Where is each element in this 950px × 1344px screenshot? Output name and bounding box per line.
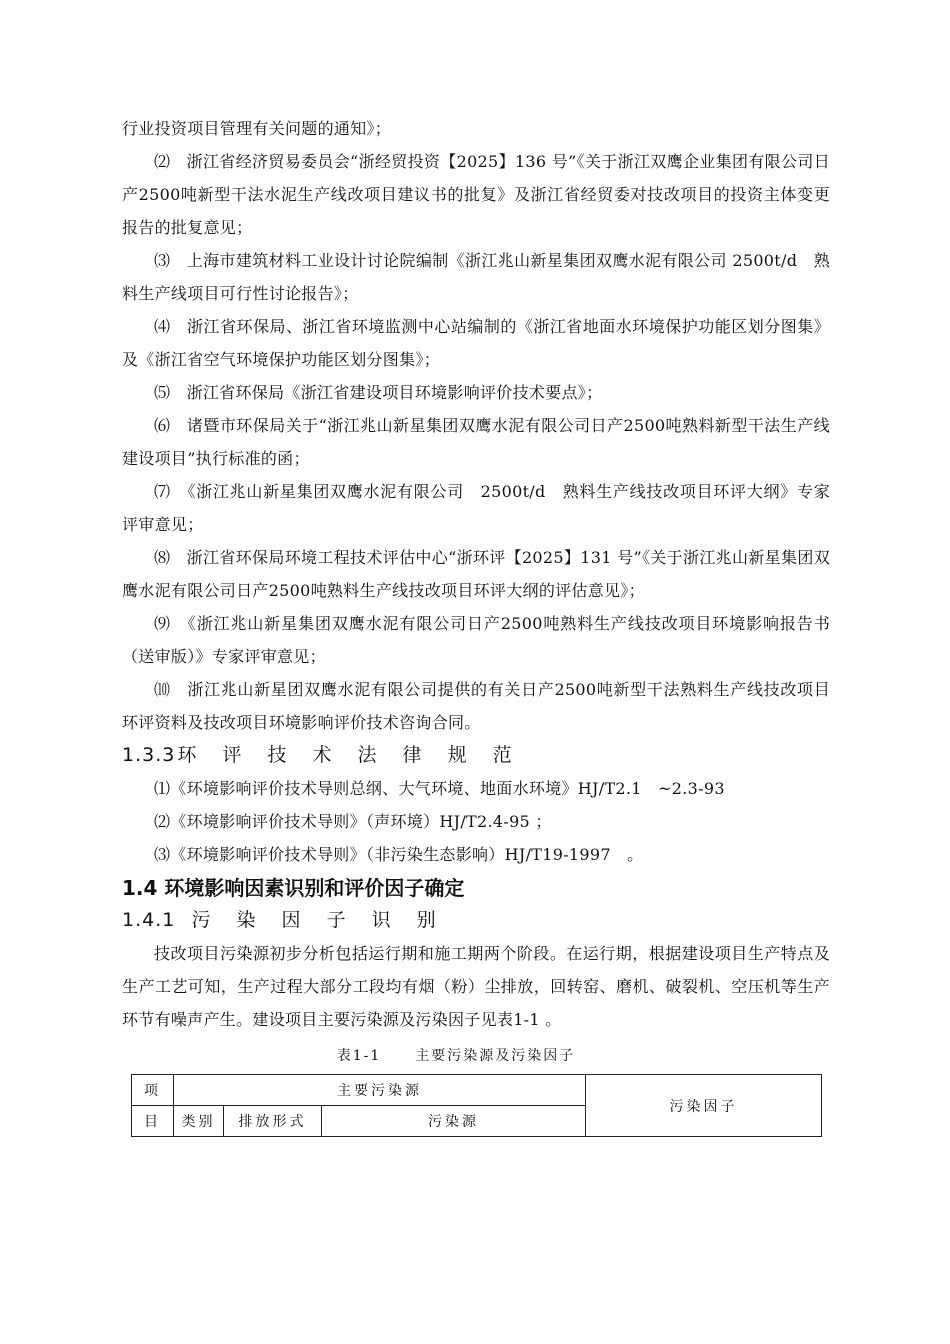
section-number: 1.3.3 <box>122 744 176 766</box>
body-paragraph: 技改项目污染源初步分析包括运行期和施工期两个阶段。在运行期，根据建设项目生产特点及生产工艺可知，生产过程大部分工段均有烟（粉）尘排放，回转窑、磨机、破裂机、空压机等生产环节有噪声产生。建设项目主要污染源及污染因子见表1-1 。 <box>122 944 830 1029</box>
reference-item-9: ⑼ 《浙江兆山新星集团双鹰水泥有限公司日产2500吨熟料生产线技改项目环境影响报告书（送审版）》专家评审意见； <box>122 614 830 666</box>
law-item-2: ⑵《环境影响评价技术导则》（声环境）HJ/T2.4-95 ； <box>154 812 552 831</box>
reference-item-2: ⑵ 浙江省经济贸易委员会“浙经贸投资【2025】136 号”《关于浙江双鹰企业集团有限公司日产2500吨新型干法水泥生产线改项目建议书的批复》及浙江省经贸委对技改项目的投资主体变更报告的批复意见； <box>122 152 830 237</box>
section-heading-1-4: 1.4 环境影响因素识别和评价因子确定 <box>122 876 465 900</box>
reference-item-5: ⑸ 浙江省环保局《浙江省建设项目环境影响评价技术要点》； <box>154 383 603 402</box>
header-discharge-form: 排放形式 <box>224 1106 322 1137</box>
header-pollution-factor: 污染因子 <box>586 1075 822 1137</box>
law-item-3: ⑶《环境影响评价技术导则》（非污染生态影响）HJ/T19-1997 。 <box>154 845 644 864</box>
table-caption <box>102 1044 810 1068</box>
section-heading-1-4-1 <box>122 904 830 937</box>
reference-item-10: ⑽ 浙江兆山新星团双鹰水泥有限公司提供的有关日产2500吨新型干法熟料生产线技改项目环评资料及技改项目环境影响评价技术咨询合同。 <box>122 680 830 732</box>
table-caption-number: 表1-1 <box>336 1048 382 1064</box>
table-header-row <box>132 1075 822 1106</box>
paragraph-continuation: 行业投资项目管理有关问题的通知》； <box>122 119 392 138</box>
reference-item-4: ⑷ 浙江省环保局、浙江省环境监测中心站编制的《浙江省地面水环境保护功能区划分图集》及《浙江省空气环境保护功能区划分图集》； <box>122 317 830 369</box>
header-item-bottom: 目 <box>132 1106 174 1137</box>
header-pollution-source: 污染源 <box>322 1106 586 1137</box>
table-caption-title: 主要污染源及污染因子 <box>415 1048 576 1064</box>
header-category: 类别 <box>174 1106 224 1137</box>
section-heading-1-3-3 <box>122 739 830 772</box>
section-title: 污 染 因 子 识 别 <box>191 909 446 931</box>
reference-item-3: ⑶ 上海市建筑材料工业设计讨论院编制《浙江兆山新星集团双鹰水泥有限公司 2500t/d 熟料生产线项目可行性讨论报告》； <box>122 251 830 303</box>
header-main-source: 主要污染源 <box>174 1075 586 1106</box>
header-item-top: 项 <box>132 1075 174 1106</box>
section-number: 1.4.1 <box>122 909 176 931</box>
reference-item-7: ⑺ 《浙江兆山新星集团双鹰水泥有限公司 2500t/d 熟料生产线技改项目环评大纲》专家评审意见； <box>122 482 830 534</box>
law-item-1: ⑴《环境影响评价技术导则总纲、大气环境、地面水环境》HJ/T2.1 ~2.3-93 <box>154 779 725 798</box>
section-title: 环 评 技 术 法 律 规 范 <box>177 744 522 766</box>
reference-item-6: ⑹ 诸暨市环保局关于“浙江兆山新星集团双鹰水泥有限公司日产2500吨熟料新型干法生产线建设项目”执行标准的函； <box>122 416 830 468</box>
pollution-source-table <box>131 1074 822 1137</box>
page-content <box>122 112 830 1137</box>
reference-item-8: ⑻ 浙江省环保局环境工程技术评估中心“浙环评【2025】131 号”《关于浙江兆山新星集团双鹰水泥有限公司日产2500吨熟料生产线技改项目环评大纲的评估意见》； <box>122 548 830 600</box>
